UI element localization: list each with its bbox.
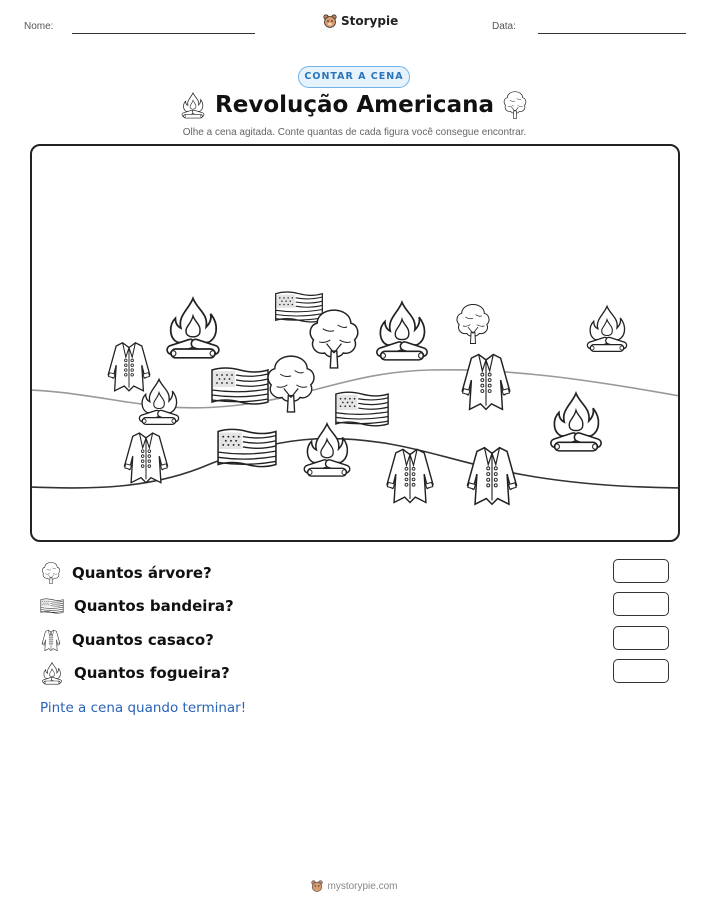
coat-figure — [124, 433, 167, 483]
tree-icon — [502, 90, 528, 120]
campfire-figure — [376, 302, 428, 360]
date-label: Data: — [492, 21, 516, 32]
coat-figure — [462, 354, 510, 409]
question-text: Quantos casaco? — [72, 631, 214, 649]
activity-badge: CONTAR A CENA — [298, 66, 410, 88]
question-text: Quantos árvore? — [72, 564, 212, 582]
tree-figure — [457, 305, 489, 344]
coloring-note: Pinte a cena quando terminar! — [40, 700, 247, 716]
flag-icon — [40, 597, 64, 615]
campfire-figure — [587, 306, 628, 351]
campfire-figure — [166, 298, 220, 357]
counting-scene — [30, 144, 680, 542]
flag-figure — [212, 368, 268, 404]
name-line[interactable] — [72, 33, 255, 34]
flag-figure — [336, 392, 388, 426]
question-row — [40, 560, 212, 586]
page-title: Revolução Americana — [215, 92, 494, 118]
campfire-figure — [303, 424, 351, 476]
name-label: Nome: — [24, 21, 54, 32]
campfire-figure — [550, 393, 602, 451]
instructions: Olhe a cena agitada. Conte quantas de cada figura você consegue encontrar. — [182, 127, 527, 138]
coat-figure — [467, 448, 516, 505]
coat-figure — [108, 343, 150, 391]
question-text: Quantos fogueira? — [74, 664, 230, 682]
site-url: mystorypie.com — [327, 880, 398, 892]
question-row — [40, 627, 214, 653]
question-text: Quantos bandeira? — [74, 597, 234, 615]
brand-name: Storypie — [341, 14, 399, 28]
bear-logo-icon — [311, 880, 323, 892]
campfire-icon — [40, 661, 64, 685]
tree-figure — [268, 356, 314, 412]
tree-icon — [40, 561, 62, 585]
site-footer — [0, 880, 709, 892]
flag-figure — [218, 429, 276, 466]
campfire-figure — [139, 379, 180, 424]
flag-figure — [276, 292, 323, 322]
question-row — [40, 593, 234, 619]
question-row — [40, 660, 230, 686]
answer-box[interactable] — [613, 592, 669, 616]
coat-figure — [387, 449, 433, 502]
campfire-icon — [179, 91, 207, 119]
bear-logo-icon — [323, 14, 337, 28]
coat-icon — [40, 628, 62, 652]
answer-box[interactable] — [613, 559, 669, 583]
tree-figure — [310, 310, 358, 368]
answer-box[interactable] — [613, 626, 669, 650]
answer-box[interactable] — [613, 659, 669, 683]
brand-logo — [323, 14, 398, 28]
date-line[interactable] — [538, 33, 686, 34]
